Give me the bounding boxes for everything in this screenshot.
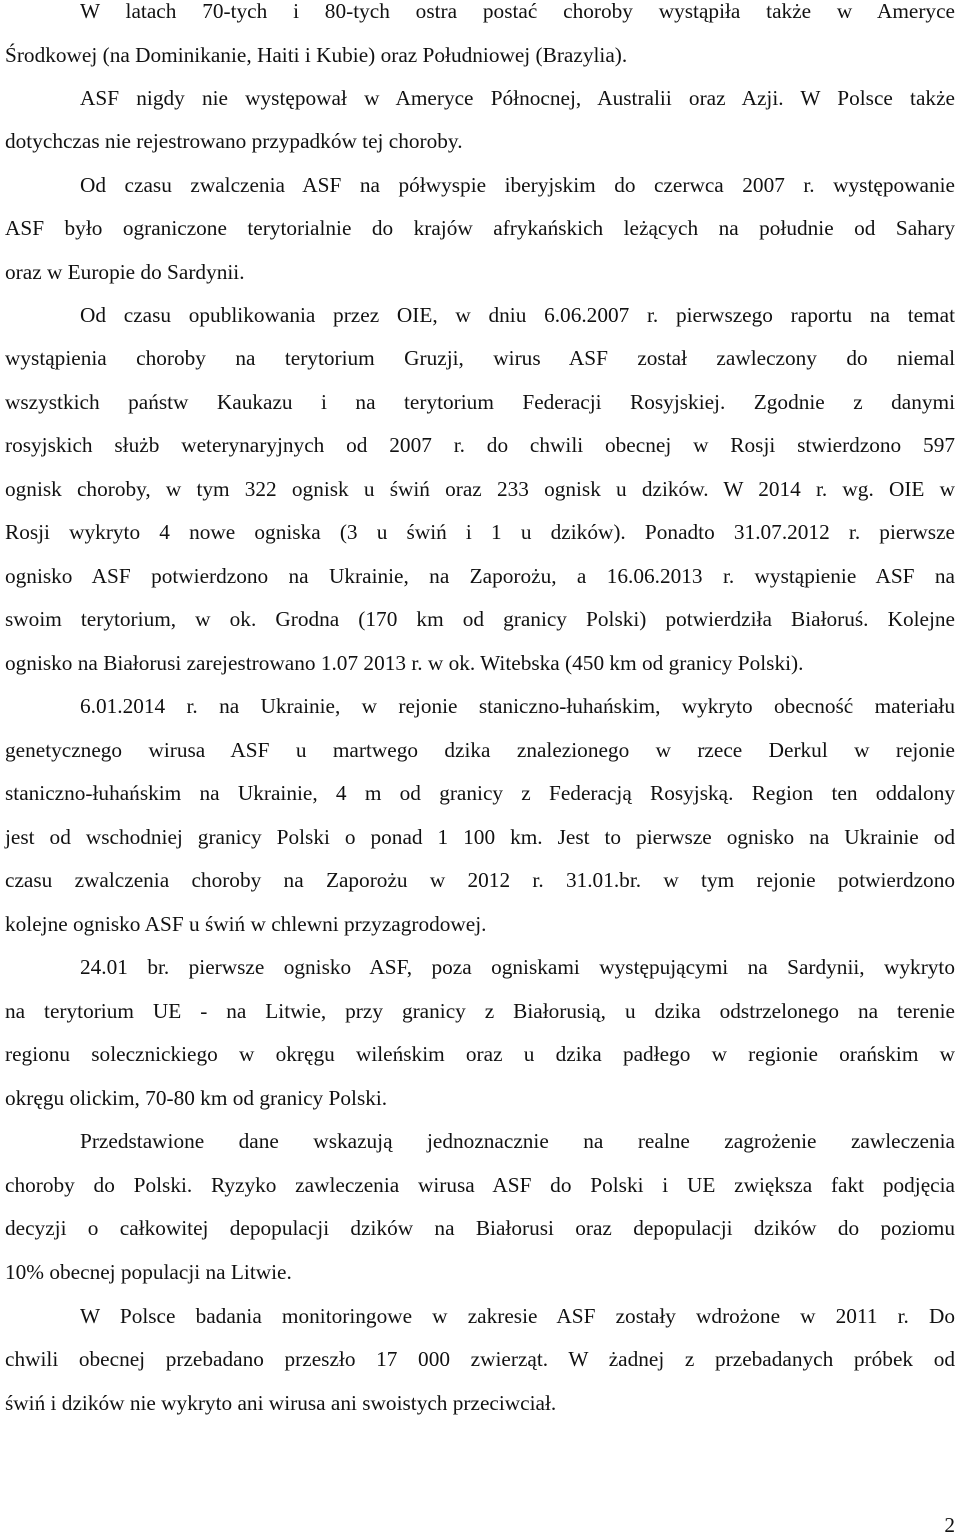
text-line: jest od wschodniej granicy Polski o ponad 1 100 km. Jest to pierwsze ognisko na Ukrainie od <box>5 825 955 849</box>
text-line: kolejne ognisko ASF u świń w chlewni przyzagrodowej. <box>5 912 487 936</box>
text-line: wystąpienia choroby na terytorium Gruzji, wirus ASF został zawleczony do niemal <box>5 346 955 370</box>
text-line: ASF nigdy nie występował w Ameryce Północnej, Australii oraz Azji. W Polsce także <box>80 86 955 110</box>
text-line: 6.01.2014 r. na Ukrainie, w rejonie staniczno-łuhańskim, wykryto obecność materiału <box>80 694 955 718</box>
text-line: genetycznego wirusa ASF u martwego dzika znalezionego w rzece Derkul w rejonie <box>5 738 955 762</box>
text-line: Od czasu opublikowania przez OIE, w dniu 6.06.2007 r. pierwszego raportu na temat <box>80 303 955 327</box>
text-line: świń i dzików nie wykryto ani wirusa ani swoistych przeciwciał. <box>5 1391 557 1415</box>
text-line: regionu solecznickiego w okręgu wileńskim oraz u dzika padłego w regionie orańskim w <box>5 1042 955 1066</box>
text-line: W latach 70-tych i 80-tych ostra postać choroby wystąpiła także w Ameryce <box>80 0 955 23</box>
page-number: 2 <box>944 1513 955 1537</box>
text-line: okręgu olickim, 70-80 km od granicy Polski. <box>5 1086 388 1110</box>
text-line: Rosji wykryto 4 nowe ogniska (3 u świń i 1 u dzików). Ponadto 31.07.2012 r. pierwsze <box>5 520 955 544</box>
text-line: ASF było ograniczone terytorialnie do krajów afrykańskich leżących na południe od Sahary <box>5 216 955 240</box>
text-line: rosyjskich służb weterynaryjnych od 2007 r. do chwili obecnej w Rosji stwierdzono 597 <box>5 433 955 457</box>
text-line: 10% obecnej populacji na Litwie. <box>5 1260 292 1284</box>
text-line: choroby do Polski. Ryzyko zawleczenia wirusa ASF do Polski i UE zwiększa fakt podjęcia <box>5 1173 955 1197</box>
text-line: na terytorium UE - na Litwie, przy granicy z Białorusią, u dzika odstrzelonego na terenie <box>5 999 955 1023</box>
text-line: 24.01 br. pierwsze ognisko ASF, poza ogniskami występującymi na Sardynii, wykryto <box>80 955 955 979</box>
text-line: wszystkich państw Kaukazu i na terytorium Federacji Rosyjskiej. Zgodnie z danymi <box>5 390 955 414</box>
text-line: Od czasu zwalczenia ASF na półwyspie iberyjskim do czerwca 2007 r. występowanie <box>80 173 955 197</box>
text-line: Przedstawione dane wskazują jednoznacznie na realne zagrożenie zawleczenia <box>80 1129 955 1153</box>
text-line: ognisko na Białorusi zarejestrowano 1.07 2013 r. w ok. Witebska (450 km od granicy Polski). <box>5 651 804 675</box>
text-line: dotychczas nie rejestrowano przypadków tej choroby. <box>5 129 463 153</box>
text-line: swoim terytorium, w ok. Grodna (170 km od granicy Polski) potwierdziła Białoruś. Kolejne <box>5 607 955 631</box>
text-line: oraz w Europie do Sardynii. <box>5 260 245 284</box>
text-line: ognisko ASF potwierdzono na Ukrainie, na Zaporożu, a 16.06.2013 r. wystąpienie ASF na <box>5 564 955 588</box>
text-line: ognisk choroby, w tym 322 ognisk u świń oraz 233 ognisk u dzików. W 2014 r. wg. OIE w <box>5 477 955 501</box>
text-line: chwili obecnej przebadano przeszło 17 000 zwierząt. W żadnej z przebadanych próbek od <box>5 1347 955 1371</box>
text-line: staniczno-łuhańskim na Ukrainie, 4 m od granicy z Federacją Rosyjską. Region ten oddalony <box>5 781 955 805</box>
text-line: W Polsce badania monitoringowe w zakresie ASF zostały wdrożone w 2011 r. Do <box>80 1304 955 1328</box>
text-line: czasu zwalczenia choroby na Zaporożu w 2012 r. 31.01.br. w tym rejonie potwierdzono <box>5 868 955 892</box>
text-line: decyzji o całkowitej depopulacji dzików na Białorusi oraz depopulacji dzików do poziomu <box>5 1216 955 1240</box>
text-line: Środkowej (na Dominikanie, Haiti i Kubie) oraz Południowej (Brazylia). <box>5 43 628 67</box>
